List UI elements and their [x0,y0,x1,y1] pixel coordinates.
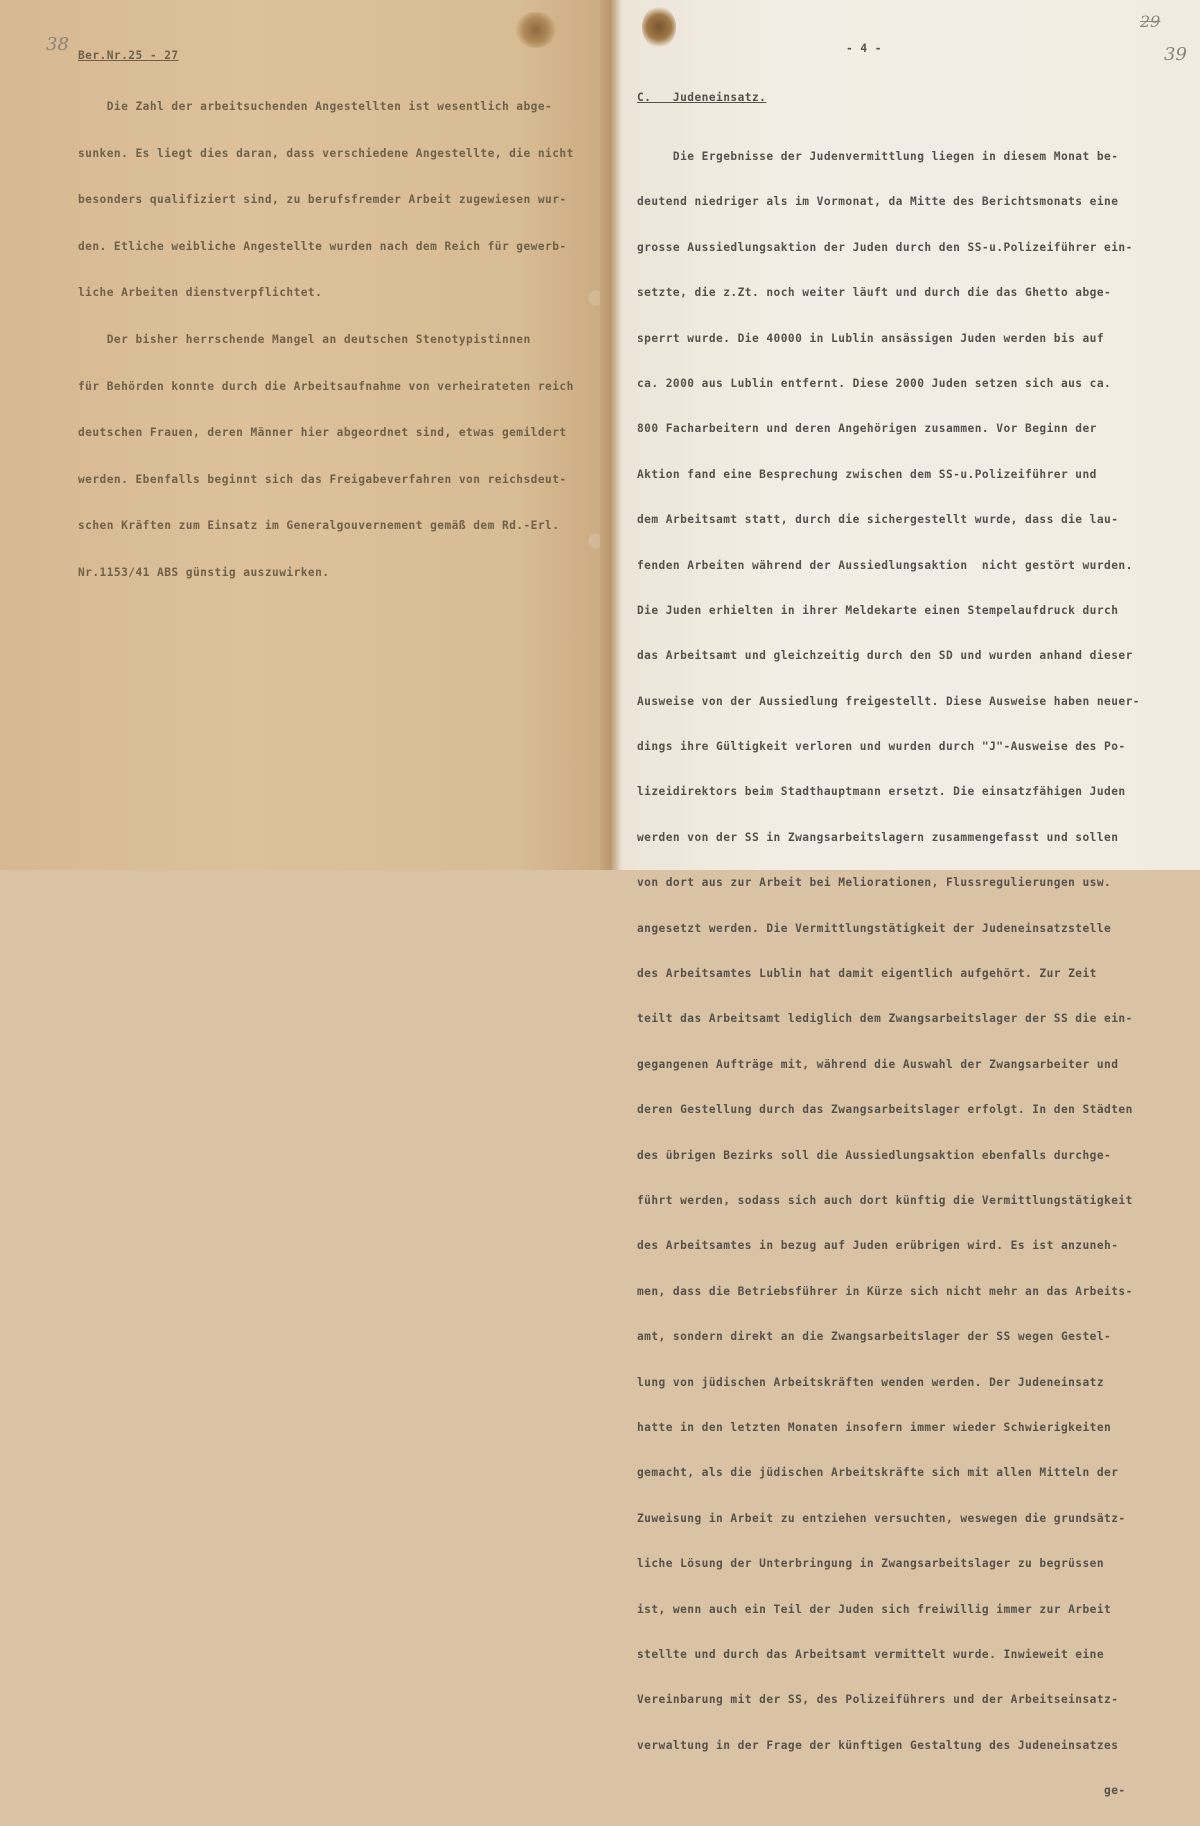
text-line: Zuweisung in Arbeit zu entziehen versuchten, weswegen die grundsätz- [637,1511,1126,1525]
text-line: Nr.1153/41 ABS günstig auszuwirken. [78,565,330,579]
text-line: verwaltung in der Frage der künftigen Gestaltung des Judeneinsatzes [637,1738,1119,1752]
text-line: grosse Aussiedlungsaktion der Juden durch den SS-u.Polizeiführer ein- [637,240,1133,254]
section-heading: C. Judeneinsatz. [637,91,767,104]
text-line: ist, wenn auch ein Teil der Juden sich freiwillig immer zur Arbeit [637,1602,1112,1616]
right-page [622,0,1200,1798]
left-body-text [78,71,574,610]
text-line: Ausweise von der Aussiedlung freigestellt. Diese Ausweise haben neuer- [637,694,1140,708]
text-line: angesetzt werden. Die Vermittlungstätigkeit der Judeneinsatzstelle [637,921,1112,935]
left-page [0,0,612,870]
text-line: werden. Ebenfalls beginnt sich das Freigabeverfahren von reichsdeut- [78,472,567,486]
text-line: liche Lösung der Unterbringung in Zwangsarbeitslager zu begrüssen [637,1557,1105,1571]
text-line: Die Ergebnisse der Judenvermittlung liegen in diesem Monat be- [637,150,1119,163]
text-line: führt werden, sodass sich auch dort künftig die Vermittlungstätigkeit [637,1193,1133,1207]
text-line: sunken. Es liegt dies daran, dass verschiedene Angestellte, die nicht [78,146,574,160]
text-line: des übrigen Bezirks soll die Aussiedlungsaktion ebenfalls durchge- [637,1148,1112,1162]
text-line: deren Gestellung durch das Zwangsarbeitslager erfolgt. In den Städten [637,1103,1133,1117]
page-number: - 4 - [846,42,882,55]
report-reference-heading: Ber.Nr.25 - 27 [78,49,179,62]
text-line: amt, sondern direkt an die Zwangsarbeitslager der SS wegen Gestel- [637,1330,1112,1344]
text-line: für Behörden konnte durch die Arbeitsaufnahme von verheirateten reich [78,379,574,393]
archive-page-number-struck: 29 [1140,12,1161,31]
right-body-text [637,121,1140,1826]
text-line: werden von der SS in Zwangsarbeitslagern zusammengefasst und sollen [637,830,1119,844]
text-line: lizeidirektors beim Stadthauptmann ersetzt. Die einsatzfähigen Juden [637,785,1126,799]
text-line: den. Etliche weibliche Angestellte wurden nach dem Reich für gewerb- [78,239,567,253]
ink-stain [642,6,676,48]
text-line: deutend niedriger als im Vormonat, da Mitte des Berichtsmonats eine [637,195,1119,209]
text-line: lung von jüdischen Arbeitskräften wenden werden. Der Judeneinsatz [637,1375,1105,1389]
text-line: setzte, die z.Zt. noch weiter läuft und durch die das Ghetto abge- [637,286,1112,300]
text-line: deutschen Frauen, deren Männer hier abgeordnet sind, etwas gemildert [78,426,567,440]
text-line: dings ihre Gültigkeit verloren und wurden durch "J"-Ausweise des Po- [637,740,1126,754]
text-line: Die Zahl der arbeitsuchenden Angestellten ist wesentlich abge- [78,100,553,113]
text-line: ge- [637,1784,1126,1798]
text-line: das Arbeitsamt und gleichzeitig durch den SD und wurden anhand dieser [637,649,1133,663]
text-line: men, dass die Betriebsführer in Kürze sich nicht mehr an das Arbeits- [637,1284,1133,1298]
text-line: liche Arbeiten dienstverpflichtet. [78,286,323,300]
text-line: gegangenen Aufträge mit, während die Auswahl der Zwangsarbeiter und [637,1057,1119,1071]
text-line: schen Kräften zum Einsatz im Generalgouvernement gemäß dem Rd.-Erl. [78,519,560,533]
text-line: dem Arbeitsamt statt, durch die sichergestellt wurde, dass die lau- [637,513,1119,527]
text-line: von dort aus zur Arbeit bei Meliorationen, Flussregulierungen usw. [637,876,1112,890]
text-line: stellte und durch das Arbeitsamt vermittelt wurde. Inwieweit eine [637,1647,1105,1661]
text-line: des Arbeitsamtes Lublin hat damit eigentlich aufgehört. Zur Zeit [637,967,1097,981]
archive-page-number: 38 [46,34,69,55]
text-line: Die Juden erhielten in ihrer Meldekarte einen Stempelaufdruck durch [637,603,1119,617]
text-line: Vereinbarung mit der SS, des Polizeiführers und der Arbeitseinsatz- [637,1693,1119,1707]
text-line: des Arbeitsamtes in bezug auf Juden erübrigen wird. Es ist anzuneh- [637,1239,1119,1253]
text-line: hatte in den letzten Monaten insofern immer wieder Schwierigkeiten [637,1420,1112,1434]
archive-page-number: 39 [1164,44,1187,65]
text-line: teilt das Arbeitsamt lediglich dem Zwangsarbeitslager der SS die ein- [637,1012,1133,1026]
text-line: besonders qualifiziert sind, zu berufsfremder Arbeit zugewiesen wur- [78,193,567,207]
text-line: Der bisher herrschende Mangel an deutschen Stenotypistinnen [78,332,531,346]
text-line: gemacht, als die jüdischen Arbeitskräfte sich mit allen Mitteln der [637,1466,1119,1480]
text-line: ca. 2000 aus Lublin entfernt. Diese 2000 Juden setzen sich aus ca. [637,376,1112,390]
ink-stain [515,12,557,48]
text-line: fenden Arbeiten während der Aussiedlungsaktion nicht gestört wurden. [637,558,1133,572]
text-line: Aktion fand eine Besprechung zwischen dem SS-u.Polizeiführer und [637,467,1097,481]
text-line: sperrt wurde. Die 40000 in Lublin ansässigen Juden werden bis auf [637,331,1105,345]
text-line: 800 Facharbeitern und deren Angehörigen zusammen. Vor Beginn der [637,422,1097,436]
